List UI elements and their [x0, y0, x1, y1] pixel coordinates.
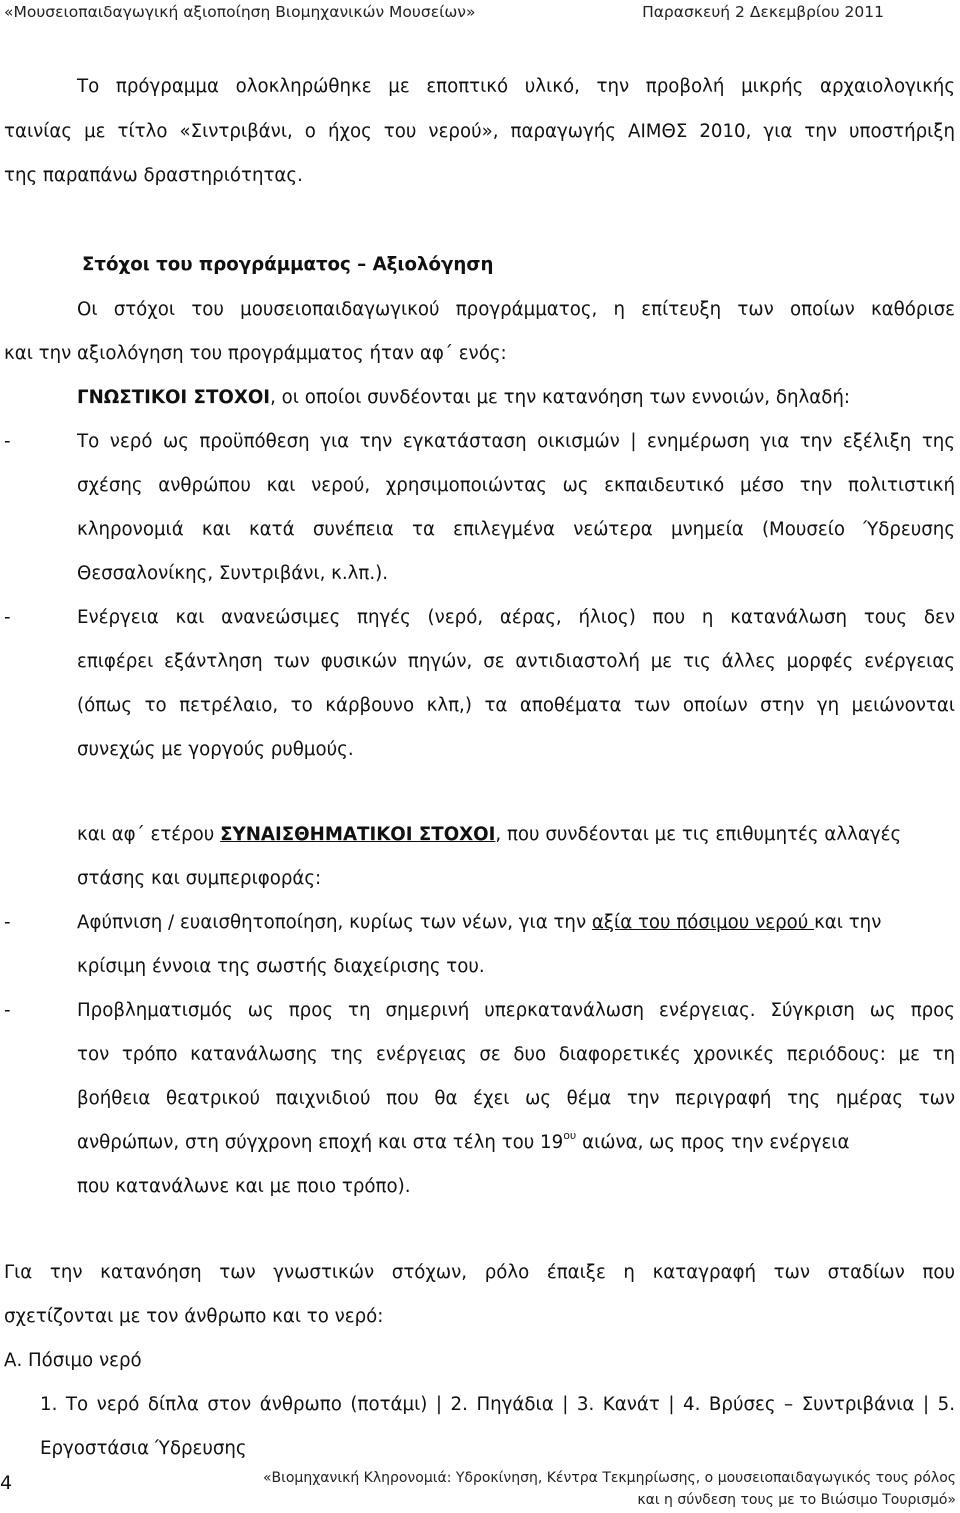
cognitive-item-1-line: σχέσης ανθρώπου και νερού, χρησιμοποιώντας ως εκπαιδευτικό μέσο την πολιτιστική: [77, 475, 955, 496]
emotional-item-2-line: Προβληματισμός ως προς τη σημερινή υπερκατανάλωση ενέργειας. Σύγκριση ως προς: [77, 1000, 955, 1021]
cognitive-item-2-line: (όπως το πετρέλαιο, το κάρβουνο κλπ,) τα αποθέματα των οποίων στην γη μειώνονται: [77, 695, 955, 716]
cognitive-goals-label: ΓΝΩΣΤΙΚΟΙ ΣΤΟΧΟΙ: [77, 387, 271, 408]
emotional-item-1-underlined: αξία του πόσιμου νερού: [591, 912, 815, 933]
running-footer-line: και η σύνδεση τους με το Βιώσιμο Τουρισμό»: [637, 1492, 956, 1508]
list-dash: -: [4, 431, 11, 452]
intro-line: ταινίας με τίτλο «Σιντριβάνι, ο ήχος του νερού», παραγωγής ΑΙΜΘΣ 2010, για την υποστήριξη: [4, 121, 955, 142]
emotional-item-2-line: [77, 1131, 849, 1157]
cognitive-goals-text: , οι οποίοι συνδέονται με την κατανόηση των εννοιών, δηλαδή:: [270, 387, 851, 408]
emotional-item-1-line: κρίσιμη έννοια της σωστής διαχείρισης του.: [77, 956, 485, 977]
emotional-item-2-line: τον τρόπο κατανάλωσης της ενέργειας σε δυο διαφορετικές χρονικές περιόδους: με τη: [77, 1044, 955, 1065]
superscript: ου: [563, 1129, 577, 1142]
cognitive-item-1-line: Το νερό ως προϋπόθεση για την εγκατάσταση οικισμών | ενημέρωση για την εξέλιξη της: [77, 431, 955, 452]
goals-intro-line: και την αξιολόγηση του προγράμματος ήταν αφ΄ ενός:: [4, 343, 507, 364]
stages-line: Για την κατανόηση των γνωστικών στόχων, ρόλο έπαιξε η καταγραφή των σταδίων που: [4, 1262, 955, 1283]
stages-list-line: Εργοστάσια Ύδρευσης: [40, 1438, 247, 1459]
intro-line: Το πρόγραμμα ολοκληρώθηκε με εποπτικό υλικό, την προβολή μικρής αρχαιολογικής: [77, 76, 955, 97]
emotional-item-2-line4-pre: ανθρώπων, στη σύγχρονη εποχή και στα τέλη του 19: [77, 1132, 564, 1153]
emotional-goals-text: , που συνδέονται με τις επιθυμητές αλλαγές: [495, 824, 902, 845]
list-dash: -: [4, 1000, 11, 1021]
stages-line: σχετίζονται με τον άνθρωπο και το νερό:: [4, 1306, 384, 1327]
running-header-date: Παρασκευή 2 Δεκεμβρίου 2011: [642, 3, 884, 21]
list-dash: -: [4, 607, 11, 628]
running-footer-line: «Βιομηχανική Κληρονομιά: Υδροκίνηση, Κέντρα Τεκμηρίωσης, ο μουσειοπαιδαγωγικός τους ρόλος: [262, 1470, 956, 1486]
emotional-item-1-pre: Αφύπνιση / ευαισθητοποίηση, κυρίως των νέων, για την: [77, 912, 592, 933]
emotional-item-2-line4-post: αιώνα, ως προς την ενέργεια: [576, 1132, 850, 1153]
emotional-goals-label: ΣΥΝΑΙΣΘΗΜΑΤΙΚΟΙ ΣΤΟΧΟΙ: [220, 824, 496, 845]
goals-intro-line: Οι στόχοι του μουσειοπαιδαγωγικού προγράμματος, η επίτευξη των οποίων καθόρισε: [77, 299, 955, 320]
emotional-item-1-line: [77, 911, 881, 935]
cognitive-goals-line: [77, 386, 850, 410]
emotional-item-2-line: που κατανάλωνε και με ποιο τρόπο).: [77, 1176, 411, 1197]
stages-subheading: Α. Πόσιμο νερό: [4, 1350, 142, 1371]
emotional-item-2-line: βοήθεια θεατρικού παιχνιδιού που θα έχει ως θέμα την περιγραφή της ημέρας των: [77, 1088, 955, 1109]
cognitive-item-2-line: επιφέρει εξάντληση των φυσικών πηγών, σε αντιδιαστολή με τις άλλες μορφές ενέργειας: [77, 651, 955, 672]
emotional-item-1-post: και την: [814, 912, 882, 933]
emotional-goals-prefix: και αφ΄ ετέρου: [77, 824, 221, 845]
cognitive-item-1-line: κληρονομιά και κατά συνέπεια τα επιλεγμένα νεώτερα μνημεία (Μουσείο Ύδρευσης: [77, 519, 955, 540]
intro-line: της παραπάνω δραστηριότητας.: [4, 165, 303, 186]
emotional-goals-line: [77, 823, 901, 847]
stages-list-line: 1. Το νερό δίπλα στον άνθρωπο (ποτάμι) | 2. Πηγάδια | 3. Κανάτ | 4. Βρύσες – Συντριβάνια | 5.: [40, 1394, 955, 1415]
section-heading: Στόχοι του προγράμματος – Αξιολόγηση: [82, 254, 494, 275]
emotional-goals-line: στάσης και συμπεριφοράς:: [77, 868, 322, 889]
running-header-title: «Μουσειοπαιδαγωγική αξιοποίηση Βιομηχανικών Μουσείων»: [4, 3, 476, 21]
list-dash: -: [4, 912, 11, 933]
cognitive-item-2-line: Ενέργεια και ανανεώσιμες πηγές (νερό, αέρας, ήλιος) που η κατανάλωση τους δεν: [77, 607, 955, 628]
cognitive-item-2-line: συνεχώς με γοργούς ρυθμούς.: [77, 739, 354, 760]
cognitive-item-1-line: Θεσσαλονίκης, Συντριβάνι, κ.λπ.).: [77, 563, 389, 584]
page-number: 4: [0, 1472, 13, 1494]
